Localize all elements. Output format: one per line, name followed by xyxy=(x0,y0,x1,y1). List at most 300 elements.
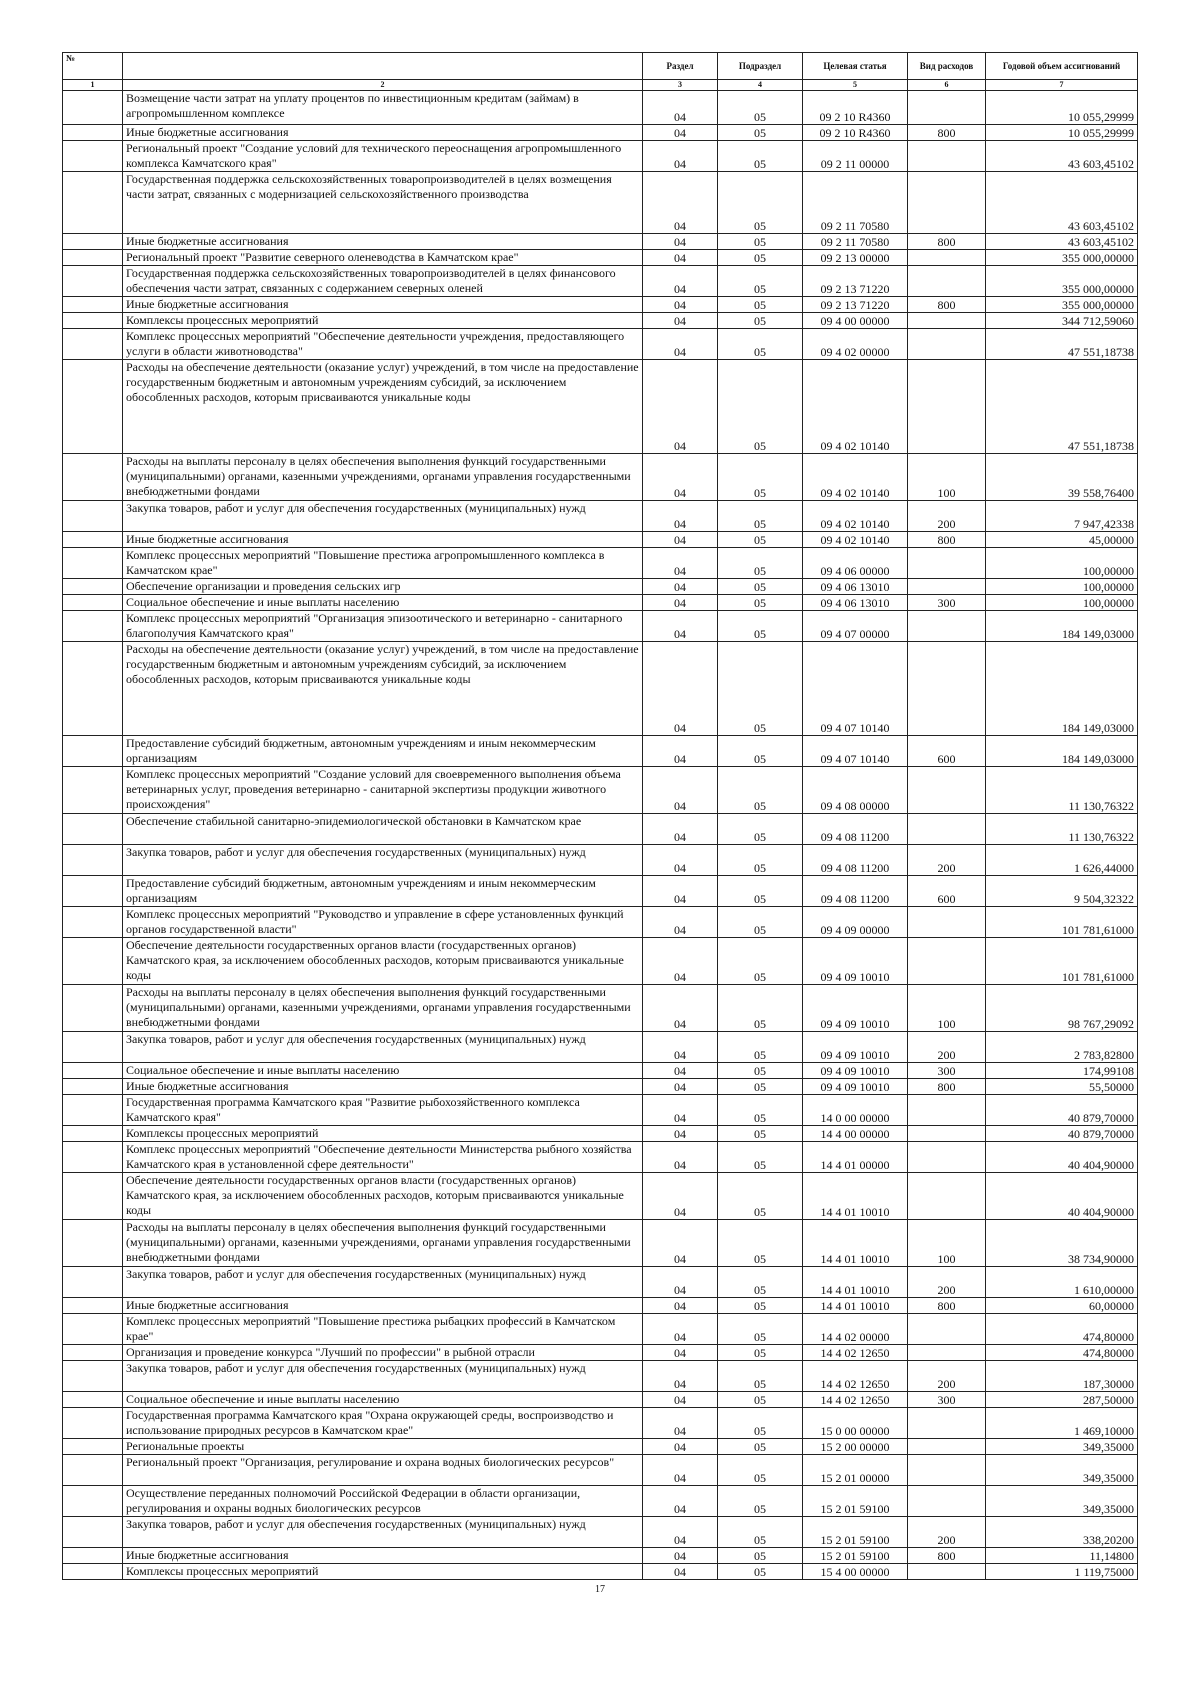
row-sum-cell: 474,80000 xyxy=(986,1314,1138,1345)
row-celevaya-cell: 09 4 09 00000 xyxy=(803,907,908,938)
table-row xyxy=(63,985,1138,1032)
row-vid-cell xyxy=(908,172,986,234)
row-sum-cell: 40 404,90000 xyxy=(986,1142,1138,1173)
row-razdel-cell: 04 xyxy=(643,1298,718,1314)
row-number-cell xyxy=(63,532,123,548)
row-podrazdel-cell: 05 xyxy=(718,266,803,297)
row-podrazdel-cell: 05 xyxy=(718,329,803,360)
row-razdel-cell: 04 xyxy=(643,1548,718,1564)
row-celevaya-cell: 14 4 02 00000 xyxy=(803,1314,908,1345)
row-name-cell: Закупка товаров, работ и услуг для обеспечения государственных (муниципальных) нужд xyxy=(123,845,643,876)
row-sum-cell: 40 404,90000 xyxy=(986,1173,1138,1220)
row-celevaya-cell: 15 4 00 00000 xyxy=(803,1564,908,1580)
row-celevaya-cell: 14 4 00 00000 xyxy=(803,1126,908,1142)
row-podrazdel-cell: 05 xyxy=(718,501,803,532)
row-celevaya-cell: 09 4 07 10140 xyxy=(803,736,908,767)
row-celevaya-cell: 15 2 01 59100 xyxy=(803,1486,908,1517)
header-col-6: 6 xyxy=(908,80,986,91)
row-name-cell: Закупка товаров, работ и услуг для обеспечения государственных (муниципальных) нужд xyxy=(123,1361,643,1392)
row-name-cell: Комплексы процессных мероприятий xyxy=(123,313,643,329)
row-vid-cell xyxy=(908,907,986,938)
row-name-cell: Обеспечение стабильной санитарно-эпидемиологической обстановки в Камчатском крае xyxy=(123,814,643,845)
row-razdel-cell: 04 xyxy=(643,501,718,532)
row-number-cell xyxy=(63,454,123,501)
row-vid-cell xyxy=(908,1173,986,1220)
row-podrazdel-cell: 05 xyxy=(718,595,803,611)
row-name-cell: Закупка товаров, работ и услуг для обеспечения государственных (муниципальных) нужд xyxy=(123,501,643,532)
row-razdel-cell: 04 xyxy=(643,250,718,266)
header-vid: Вид расходов xyxy=(908,53,986,80)
row-name-cell: Организация и проведение конкурса "Лучший по профессии" в рыбной отрасли xyxy=(123,1345,643,1361)
row-number-cell xyxy=(63,1079,123,1095)
row-number-cell xyxy=(63,1220,123,1267)
row-vid-cell xyxy=(908,266,986,297)
row-razdel-cell: 04 xyxy=(643,938,718,985)
row-vid-cell: 200 xyxy=(908,501,986,532)
table-row xyxy=(63,125,1138,141)
row-podrazdel-cell: 05 xyxy=(718,814,803,845)
row-vid-cell xyxy=(908,360,986,454)
table-row xyxy=(63,454,1138,501)
row-sum-cell: 39 558,76400 xyxy=(986,454,1138,501)
row-number-cell xyxy=(63,985,123,1032)
row-razdel-cell: 04 xyxy=(643,767,718,814)
row-name-cell: Социальное обеспечение и иные выплаты населению xyxy=(123,595,643,611)
row-number-cell xyxy=(63,1298,123,1314)
table-row xyxy=(63,297,1138,313)
row-celevaya-cell: 09 2 13 71220 xyxy=(803,266,908,297)
row-razdel-cell: 04 xyxy=(643,1408,718,1439)
row-razdel-cell: 04 xyxy=(643,579,718,595)
row-name-cell: Комплексы процессных мероприятий xyxy=(123,1564,643,1580)
row-vid-cell xyxy=(908,329,986,360)
row-vid-cell: 300 xyxy=(908,1063,986,1079)
table-row xyxy=(63,141,1138,172)
row-name-cell: Обеспечение организации и проведения сельских игр xyxy=(123,579,643,595)
row-number-cell xyxy=(63,266,123,297)
row-razdel-cell: 04 xyxy=(643,1267,718,1298)
row-vid-cell xyxy=(908,1142,986,1173)
row-name-cell: Возмещение части затрат на уплату процентов по инвестиционным кредитам (займам) в агропромышленном комплексе xyxy=(123,91,643,125)
row-celevaya-cell: 09 2 13 71220 xyxy=(803,297,908,313)
row-number-cell xyxy=(63,1486,123,1517)
row-vid-cell: 800 xyxy=(908,1298,986,1314)
row-vid-cell: 800 xyxy=(908,125,986,141)
row-vid-cell: 600 xyxy=(908,876,986,907)
row-name-cell: Комплекс процессных мероприятий "Создание условий для своевременного выполнения объема ветеринарных услуг, проведения ветеринарно - санитарной экспертизы продукции животного происхождения" xyxy=(123,767,643,814)
table-row xyxy=(63,1142,1138,1173)
table-row xyxy=(63,1392,1138,1408)
row-vid-cell: 800 xyxy=(908,297,986,313)
header-podrazdel: Подраздел xyxy=(718,53,803,80)
budget-sheet xyxy=(62,52,1137,1580)
row-celevaya-cell: 09 4 09 10010 xyxy=(803,985,908,1032)
table-row xyxy=(63,1095,1138,1126)
row-vid-cell xyxy=(908,1564,986,1580)
row-number-cell xyxy=(63,297,123,313)
table-row xyxy=(63,266,1138,297)
table-row xyxy=(63,532,1138,548)
row-vid-cell xyxy=(908,938,986,985)
row-podrazdel-cell: 05 xyxy=(718,845,803,876)
row-sum-cell: 11,14800 xyxy=(986,1548,1138,1564)
header-name xyxy=(123,53,643,80)
row-number-cell xyxy=(63,1063,123,1079)
row-sum-cell: 349,35000 xyxy=(986,1486,1138,1517)
row-podrazdel-cell: 05 xyxy=(718,1439,803,1455)
row-podrazdel-cell: 05 xyxy=(718,532,803,548)
table-row xyxy=(63,595,1138,611)
row-razdel-cell: 04 xyxy=(643,595,718,611)
row-name-cell: Региональные проекты xyxy=(123,1439,643,1455)
row-celevaya-cell: 09 4 02 10140 xyxy=(803,532,908,548)
header-razdel: Раздел xyxy=(643,53,718,80)
row-celevaya-cell: 09 4 02 10140 xyxy=(803,501,908,532)
row-vid-cell: 600 xyxy=(908,736,986,767)
row-razdel-cell: 04 xyxy=(643,329,718,360)
row-celevaya-cell: 09 4 06 13010 xyxy=(803,579,908,595)
row-name-cell: Государственная поддержка сельскохозяйственных товаропроизводителей в целях возмещения части затрат, связанных с модернизацией сельскохозяйственного производства xyxy=(123,172,643,234)
row-podrazdel-cell: 05 xyxy=(718,579,803,595)
row-name-cell: Региональный проект "Организация, регулирование и охрана водных биологических ресурсов" xyxy=(123,1455,643,1486)
row-celevaya-cell: 09 4 08 11200 xyxy=(803,845,908,876)
row-number-cell xyxy=(63,250,123,266)
table-row xyxy=(63,1220,1138,1267)
row-name-cell: Государственная программа Камчатского края "Развитие рыбохозяйственного комплекса Камчатского края" xyxy=(123,1095,643,1126)
row-podrazdel-cell: 05 xyxy=(718,611,803,642)
row-podrazdel-cell: 05 xyxy=(718,1486,803,1517)
row-razdel-cell: 04 xyxy=(643,1517,718,1548)
row-number-cell xyxy=(63,1173,123,1220)
row-razdel-cell: 04 xyxy=(643,532,718,548)
row-celevaya-cell: 14 4 01 10010 xyxy=(803,1173,908,1220)
row-name-cell: Комплекс процессных мероприятий "Руководство и управление в сфере установленных функций органов государственной власти" xyxy=(123,907,643,938)
row-razdel-cell: 04 xyxy=(643,125,718,141)
table-row xyxy=(63,736,1138,767)
table-row xyxy=(63,1079,1138,1095)
row-podrazdel-cell: 05 xyxy=(718,1408,803,1439)
row-name-cell: Комплекс процессных мероприятий "Повышение престижа рыбацких профессий в Камчатском крае" xyxy=(123,1314,643,1345)
row-vid-cell: 300 xyxy=(908,1392,986,1408)
row-podrazdel-cell: 05 xyxy=(718,1142,803,1173)
row-celevaya-cell: 14 4 01 10010 xyxy=(803,1298,908,1314)
row-podrazdel-cell: 05 xyxy=(718,548,803,579)
row-vid-cell: 200 xyxy=(908,1517,986,1548)
budget-table xyxy=(62,52,1138,1580)
row-number-cell xyxy=(63,1142,123,1173)
row-sum-cell: 2 783,82800 xyxy=(986,1032,1138,1063)
row-number-cell xyxy=(63,845,123,876)
row-podrazdel-cell: 05 xyxy=(718,907,803,938)
row-podrazdel-cell: 05 xyxy=(718,172,803,234)
row-podrazdel-cell: 05 xyxy=(718,313,803,329)
row-vid-cell: 200 xyxy=(908,1032,986,1063)
table-body xyxy=(63,91,1138,1580)
row-number-cell xyxy=(63,172,123,234)
row-number-cell xyxy=(63,579,123,595)
row-vid-cell xyxy=(908,767,986,814)
row-number-cell xyxy=(63,595,123,611)
table-row xyxy=(63,579,1138,595)
header-col-5: 5 xyxy=(803,80,908,91)
row-name-cell: Комплекс процессных мероприятий "Обеспечение деятельности Министерства рыбного хозяйства Камчатского края в установленной сфере деятельности" xyxy=(123,1142,643,1173)
row-name-cell: Региональный проект "Развитие северного оленеводства в Камчатском крае" xyxy=(123,250,643,266)
row-number-cell xyxy=(63,938,123,985)
row-sum-cell: 184 149,03000 xyxy=(986,736,1138,767)
table-row xyxy=(63,1455,1138,1486)
row-razdel-cell: 04 xyxy=(643,736,718,767)
row-vid-cell: 300 xyxy=(908,595,986,611)
row-sum-cell: 100,00000 xyxy=(986,579,1138,595)
row-vid-cell: 100 xyxy=(908,454,986,501)
row-celevaya-cell: 09 4 02 00000 xyxy=(803,329,908,360)
row-razdel-cell: 04 xyxy=(643,611,718,642)
row-sum-cell: 11 130,76322 xyxy=(986,767,1138,814)
row-podrazdel-cell: 05 xyxy=(718,1517,803,1548)
row-sum-cell: 43 603,45102 xyxy=(986,141,1138,172)
row-name-cell: Обеспечение деятельности государственных органов власти (государственных органов) Камчатского края, за исключением обособленных расходов, которым присваиваются уникальные коды xyxy=(123,1173,643,1220)
row-podrazdel-cell: 05 xyxy=(718,91,803,125)
row-sum-cell: 43 603,45102 xyxy=(986,172,1138,234)
row-sum-cell: 40 879,70000 xyxy=(986,1126,1138,1142)
table-row xyxy=(63,1361,1138,1392)
row-number-cell xyxy=(63,313,123,329)
row-number-cell xyxy=(63,125,123,141)
row-celevaya-cell: 09 2 10 R4360 xyxy=(803,91,908,125)
row-razdel-cell: 04 xyxy=(643,1486,718,1517)
row-celevaya-cell: 09 4 08 00000 xyxy=(803,767,908,814)
row-vid-cell xyxy=(908,1126,986,1142)
table-row xyxy=(63,1548,1138,1564)
row-number-cell xyxy=(63,1517,123,1548)
row-podrazdel-cell: 05 xyxy=(718,1345,803,1361)
row-razdel-cell: 04 xyxy=(643,642,718,736)
row-razdel-cell: 04 xyxy=(643,1063,718,1079)
row-name-cell: Расходы на выплаты персоналу в целях обеспечения выполнения функций государственными (муниципальными) органами, казенными учреждениями, органами управления государственными внебюджетными фондами xyxy=(123,454,643,501)
row-number-cell xyxy=(63,1314,123,1345)
row-celevaya-cell: 15 2 01 00000 xyxy=(803,1455,908,1486)
row-number-cell xyxy=(63,1095,123,1126)
table-row xyxy=(63,250,1138,266)
table-row xyxy=(63,876,1138,907)
table-row xyxy=(63,907,1138,938)
row-number-cell xyxy=(63,1392,123,1408)
row-name-cell: Иные бюджетные ассигнования xyxy=(123,1298,643,1314)
row-sum-cell: 10 055,29999 xyxy=(986,91,1138,125)
row-celevaya-cell: 09 2 11 70580 xyxy=(803,172,908,234)
row-celevaya-cell: 09 2 11 00000 xyxy=(803,141,908,172)
row-number-cell xyxy=(63,329,123,360)
table-row xyxy=(63,313,1138,329)
row-sum-cell: 100,00000 xyxy=(986,595,1138,611)
row-podrazdel-cell: 05 xyxy=(718,1267,803,1298)
row-podrazdel-cell: 05 xyxy=(718,767,803,814)
row-razdel-cell: 04 xyxy=(643,845,718,876)
row-name-cell: Иные бюджетные ассигнования xyxy=(123,1079,643,1095)
row-number-cell xyxy=(63,234,123,250)
row-razdel-cell: 04 xyxy=(643,234,718,250)
row-vid-cell: 200 xyxy=(908,845,986,876)
table-row xyxy=(63,1408,1138,1439)
row-number-cell xyxy=(63,907,123,938)
row-sum-cell: 40 879,70000 xyxy=(986,1095,1138,1126)
row-razdel-cell: 04 xyxy=(643,1564,718,1580)
table-row xyxy=(63,172,1138,234)
row-name-cell: Иные бюджетные ассигнования xyxy=(123,297,643,313)
row-sum-cell: 7 947,42338 xyxy=(986,501,1138,532)
row-razdel-cell: 04 xyxy=(643,1142,718,1173)
table-row xyxy=(63,1063,1138,1079)
row-name-cell: Государственная программа Камчатского края "Охрана окружающей среды, воспроизводство и использование природных ресурсов в Камчатском крае" xyxy=(123,1408,643,1439)
row-name-cell: Государственная поддержка сельскохозяйственных товаропроизводителей в целях финансового обеспечения части затрат, связанных с содержанием северных оленей xyxy=(123,266,643,297)
row-celevaya-cell: 09 4 06 00000 xyxy=(803,548,908,579)
row-number-cell xyxy=(63,1564,123,1580)
table-row xyxy=(63,91,1138,125)
row-celevaya-cell: 14 4 02 12650 xyxy=(803,1392,908,1408)
row-sum-cell: 287,50000 xyxy=(986,1392,1138,1408)
row-sum-cell: 11 130,76322 xyxy=(986,814,1138,845)
row-number-cell xyxy=(63,360,123,454)
table-row xyxy=(63,611,1138,642)
row-podrazdel-cell: 05 xyxy=(718,1095,803,1126)
row-podrazdel-cell: 05 xyxy=(718,876,803,907)
row-sum-cell: 1 469,10000 xyxy=(986,1408,1138,1439)
row-sum-cell: 187,30000 xyxy=(986,1361,1138,1392)
row-celevaya-cell: 15 0 00 00000 xyxy=(803,1408,908,1439)
row-name-cell: Расходы на обеспечение деятельности (оказание услуг) учреждений, в том числе на предоставление государственным бюджетным и автономным учреждениям субсидий, за исключением обособленных расходов, которым присваиваются уникальные коды xyxy=(123,642,643,736)
row-vid-cell xyxy=(908,1408,986,1439)
table-row xyxy=(63,1267,1138,1298)
header-no: № xyxy=(63,53,123,80)
row-podrazdel-cell: 05 xyxy=(718,454,803,501)
row-vid-cell xyxy=(908,91,986,125)
row-name-cell: Комплекс процессных мероприятий "Повышение престижа агропромышленного комплекса в Камчатском крае" xyxy=(123,548,643,579)
row-number-cell xyxy=(63,814,123,845)
header-col-7: 7 xyxy=(986,80,1138,91)
row-sum-cell: 1 119,75000 xyxy=(986,1564,1138,1580)
row-celevaya-cell: 14 4 01 10010 xyxy=(803,1267,908,1298)
row-number-cell xyxy=(63,1345,123,1361)
row-celevaya-cell: 09 4 07 00000 xyxy=(803,611,908,642)
table-row xyxy=(63,501,1138,532)
row-sum-cell: 338,20200 xyxy=(986,1517,1138,1548)
row-razdel-cell: 04 xyxy=(643,548,718,579)
row-razdel-cell: 04 xyxy=(643,1095,718,1126)
row-celevaya-cell: 09 2 10 R4360 xyxy=(803,125,908,141)
row-vid-cell xyxy=(908,1439,986,1455)
row-podrazdel-cell: 05 xyxy=(718,1220,803,1267)
row-razdel-cell: 04 xyxy=(643,297,718,313)
row-vid-cell: 800 xyxy=(908,1079,986,1095)
row-sum-cell: 184 149,03000 xyxy=(986,642,1138,736)
row-vid-cell: 100 xyxy=(908,985,986,1032)
row-number-cell xyxy=(63,1408,123,1439)
row-podrazdel-cell: 05 xyxy=(718,938,803,985)
row-name-cell: Социальное обеспечение и иные выплаты населению xyxy=(123,1063,643,1079)
row-celevaya-cell: 09 2 11 70580 xyxy=(803,234,908,250)
row-number-cell xyxy=(63,141,123,172)
header-numbers-row xyxy=(63,80,1138,91)
row-sum-cell: 355 000,00000 xyxy=(986,250,1138,266)
row-name-cell: Расходы на выплаты персоналу в целях обеспечения выполнения функций государственными (муниципальными) органами, казенными учреждениями, органами управления государственными внебюджетными фондами xyxy=(123,1220,643,1267)
row-celevaya-cell: 14 4 02 12650 xyxy=(803,1345,908,1361)
row-razdel-cell: 04 xyxy=(643,1220,718,1267)
row-name-cell: Региональный проект "Создание условий для технического переоснащения агропромышленного комплекса Камчатского края" xyxy=(123,141,643,172)
row-sum-cell: 355 000,00000 xyxy=(986,297,1138,313)
table-row xyxy=(63,767,1138,814)
row-sum-cell: 1 626,44000 xyxy=(986,845,1138,876)
row-podrazdel-cell: 05 xyxy=(718,1548,803,1564)
row-number-cell xyxy=(63,876,123,907)
row-vid-cell: 200 xyxy=(908,1361,986,1392)
header-col-2: 2 xyxy=(123,80,643,91)
table-row xyxy=(63,1517,1138,1548)
row-sum-cell: 47 551,18738 xyxy=(986,360,1138,454)
table-row xyxy=(63,548,1138,579)
row-number-cell xyxy=(63,642,123,736)
row-sum-cell: 184 149,03000 xyxy=(986,611,1138,642)
row-podrazdel-cell: 05 xyxy=(718,234,803,250)
row-name-cell: Комплекс процессных мероприятий "Организация эпизоотического и ветеринарно - санитарного благополучия Камчатского края" xyxy=(123,611,643,642)
row-podrazdel-cell: 05 xyxy=(718,250,803,266)
row-sum-cell: 174,99108 xyxy=(986,1063,1138,1079)
row-razdel-cell: 04 xyxy=(643,1079,718,1095)
row-celevaya-cell: 09 2 13 00000 xyxy=(803,250,908,266)
row-number-cell xyxy=(63,736,123,767)
row-razdel-cell: 04 xyxy=(643,313,718,329)
row-razdel-cell: 04 xyxy=(643,1392,718,1408)
row-name-cell: Иные бюджетные ассигнования xyxy=(123,234,643,250)
row-razdel-cell: 04 xyxy=(643,1439,718,1455)
row-podrazdel-cell: 05 xyxy=(718,1063,803,1079)
row-name-cell: Закупка товаров, работ и услуг для обеспечения государственных (муниципальных) нужд xyxy=(123,1517,643,1548)
row-name-cell: Осуществление переданных полномочий Российской Федерации в области организации, регулирования и охраны водных биологических ресурсов xyxy=(123,1486,643,1517)
row-vid-cell xyxy=(908,814,986,845)
row-razdel-cell: 04 xyxy=(643,1345,718,1361)
row-podrazdel-cell: 05 xyxy=(718,360,803,454)
row-celevaya-cell: 09 4 02 10140 xyxy=(803,360,908,454)
row-number-cell xyxy=(63,1455,123,1486)
row-vid-cell xyxy=(908,141,986,172)
row-sum-cell: 10 055,29999 xyxy=(986,125,1138,141)
row-sum-cell: 47 551,18738 xyxy=(986,329,1138,360)
row-vid-cell xyxy=(908,313,986,329)
row-razdel-cell: 04 xyxy=(643,814,718,845)
row-celevaya-cell: 14 4 01 00000 xyxy=(803,1142,908,1173)
table-row xyxy=(63,1173,1138,1220)
row-vid-cell xyxy=(908,642,986,736)
row-number-cell xyxy=(63,1548,123,1564)
row-razdel-cell: 04 xyxy=(643,91,718,125)
row-name-cell: Предоставление субсидий бюджетным, автономным учреждениям и иным некоммерческим организациям xyxy=(123,876,643,907)
header-col-3: 3 xyxy=(643,80,718,91)
table-row xyxy=(63,938,1138,985)
row-celevaya-cell: 09 4 09 10010 xyxy=(803,1063,908,1079)
row-celevaya-cell: 14 4 02 12650 xyxy=(803,1361,908,1392)
row-razdel-cell: 04 xyxy=(643,1361,718,1392)
row-vid-cell: 800 xyxy=(908,1548,986,1564)
table-row xyxy=(63,1032,1138,1063)
row-podrazdel-cell: 05 xyxy=(718,642,803,736)
row-celevaya-cell: 09 4 02 10140 xyxy=(803,454,908,501)
row-sum-cell: 60,00000 xyxy=(986,1298,1138,1314)
header-col-4: 4 xyxy=(718,80,803,91)
row-podrazdel-cell: 05 xyxy=(718,1455,803,1486)
row-sum-cell: 98 767,29092 xyxy=(986,985,1138,1032)
row-podrazdel-cell: 05 xyxy=(718,125,803,141)
row-razdel-cell: 04 xyxy=(643,1126,718,1142)
row-name-cell: Закупка товаров, работ и услуг для обеспечения государственных (муниципальных) нужд xyxy=(123,1267,643,1298)
